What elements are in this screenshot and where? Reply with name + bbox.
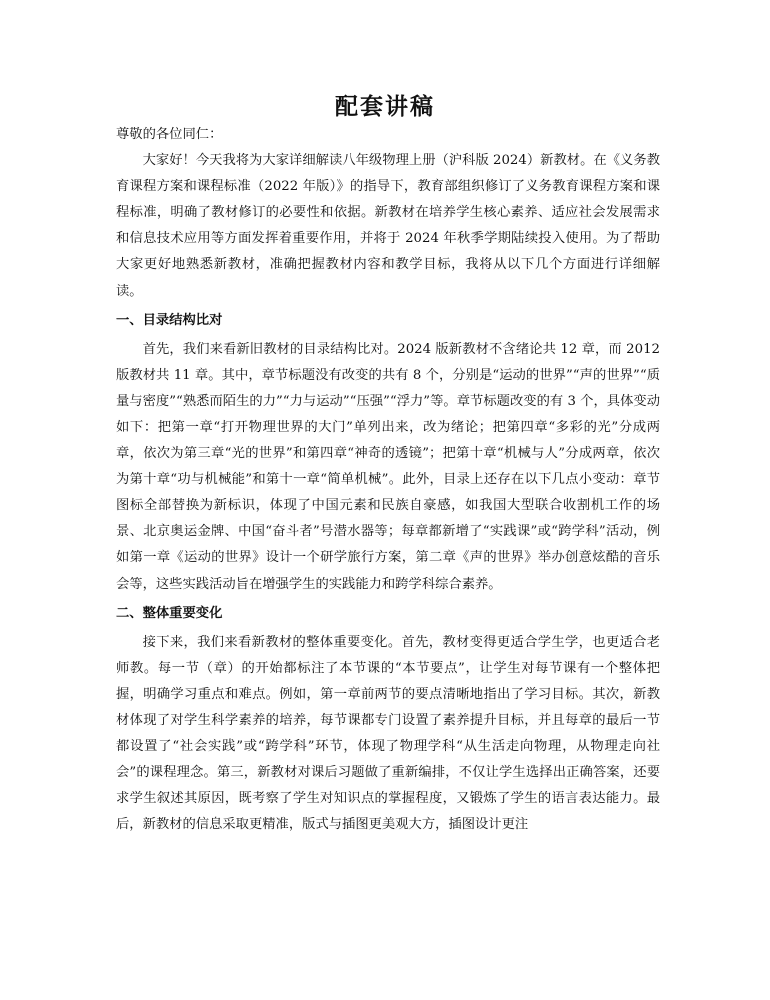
paragraph-overall-changes: 接下来，我们来看新教材的整体重要变化。首先，教材变得更适合学生学，也更适合老师教。每一节（章）的开始都标注了本节课的“本节要点”，让学生对每节课有一个整体把握，明确学习重点和难点。例如，第一章前两节的要点清晰地指出了学习目标。其次，新教材体现了对学生科学素养的培养，每节课都专门设置了素养提升目标，并且每章的最后一节都设置了“社会实践”或“跨学科”环节，体现了物理学科“从生活走向物理，从物理走向社会”的课程理念。第三，新教材对课后习题做了重新编排，不仅让学生选择出正确答案，还要求学生叙述其原因，既考察了学生对知识点的掌握程度，又锻炼了学生的语言表达能力。最后，新教材的信息采取更精准，版式与插图更美观大方，插图设计更注	[116, 634, 660, 833]
salutation: 尊敬的各位同仁：	[116, 127, 223, 142]
paragraph-intro: 大家好！今天我将为大家详细解读八年级物理上册（沪科版 2024）新教材。在《义务教育课程方案和课程标准（2022 年版）》的指导下，教育部组织修订了义务教育课程方案和课程标准，明确了教材修订的必要性和依据。新教材在培养学生核心素养、适应社会发展需求和信息技术应用等方面发挥着重要作用，并将于 2024 年秋季学期陆续投入使用。为了帮助大家更好地熟悉新教材，准确把握教材内容和教学目标，我将从以下几个方面进行详细解读。	[116, 153, 660, 299]
section-heading-2: 二、整体重要变化	[116, 605, 223, 621]
page-title: 配套讲稿	[335, 93, 435, 120]
paragraph-catalog-comparison: 首先，我们来看新旧教材的目录结构比对。2024 版新教材不含绪论共 12 章，而 2012 版教材共 11 章。其中，章节标题没有改变的共有 8 个，分别是“运动的世界”“声的世界”“质量与密度”“熟悉而陌生的力”“力与运动”“压强”“浮力”等。章节标题改变的有 3 个，具体变动如下：把第一章“打开物理世界的大门”单列出来，改为绪论；把第四章“多彩的光”分成两章，依次为第三章“光的世界”和第四章“神奇的透镜”；把第十章“机械与人”分成两章，依次为第十章“功与机械能”和第十一章“简单机械”。此外，目录上还存在以下几点小变动：章节图标全部替换为新标识，体现了中国元素和民族自豪感，如我国大型联合收割机工作的场景、北京奥运金牌、中国“奋斗者”号潜水器等；每章都新增了“实践课”或“跨学科”活动，例如第一章《运动的世界》设计一个研学旅行方案，第二章《声的世界》举办创意炫酷的音乐会等，这些实践活动旨在增强学生的实践能力和跨学科综合素养。	[116, 341, 660, 592]
document-body	[116, 122, 660, 838]
section-heading-1: 一、目录结构比对	[116, 312, 223, 328]
